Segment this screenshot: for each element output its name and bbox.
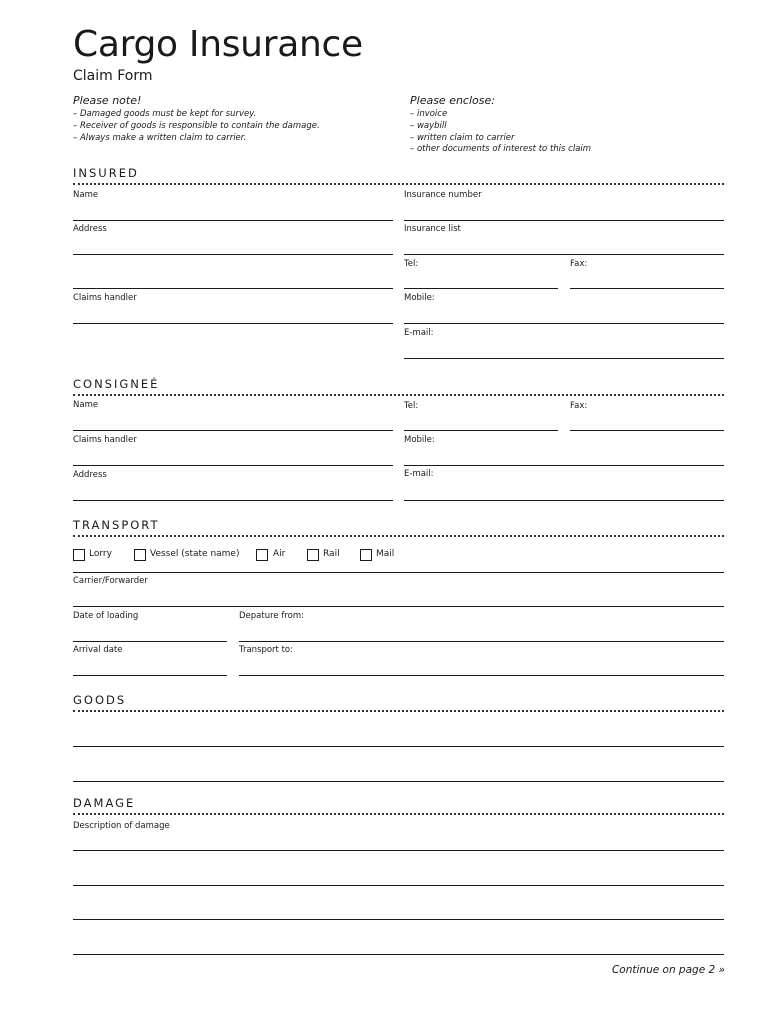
page-subtitle: Claim Form <box>73 68 153 84</box>
arrival-date-label: Arrival date <box>73 645 123 655</box>
air-checkbox[interactable] <box>256 549 268 561</box>
insured-mobile-label: Mobile: <box>404 293 435 303</box>
insured-tel-label: Tel: <box>404 259 419 269</box>
departure-from-field[interactable] <box>239 641 724 642</box>
consignee-address-label: Address <box>73 470 107 480</box>
section-title-insured: INSURED <box>73 166 139 180</box>
goods-field-2[interactable] <box>73 781 724 782</box>
carrier-label: Carrier/Forwarder <box>73 576 148 586</box>
transport-to-field[interactable] <box>239 675 724 676</box>
insured-mobile-field[interactable] <box>404 323 724 324</box>
section-title-damage: DAMAGE <box>73 796 136 810</box>
consignee-mobile-label: Mobile: <box>404 435 435 445</box>
consignee-tel-label: Tel: <box>404 401 419 411</box>
enclose-item: – written claim to carrier <box>410 133 515 143</box>
section-divider <box>73 394 724 396</box>
section-title-goods: GOODS <box>73 693 127 707</box>
insured-fax-field[interactable] <box>570 288 724 289</box>
departure-from-label: Depature from: <box>239 611 304 621</box>
insured-tel-field[interactable] <box>404 288 558 289</box>
transport-to-label: Transport to: <box>239 645 293 655</box>
consignee-address-field[interactable] <box>73 500 393 501</box>
note-heading: Please note! <box>73 94 142 107</box>
air-checkbox-label: Air <box>273 549 286 559</box>
section-divider <box>73 183 724 185</box>
goods-field-1[interactable] <box>73 746 724 747</box>
section-title-transport: TRANSPORT <box>73 518 160 532</box>
consignee-mobile-field[interactable] <box>404 465 724 466</box>
note-item: – Damaged goods must be kept for survey. <box>73 109 257 119</box>
consignee-name-label: Name <box>73 400 99 410</box>
insured-claims-handler-label: Claims handler <box>73 293 137 303</box>
insurance-number-field[interactable] <box>404 220 724 221</box>
consignee-name-field[interactable] <box>73 430 393 431</box>
rail-checkbox-label: Rail <box>323 549 340 559</box>
section-divider <box>73 813 724 815</box>
enclose-heading: Please enclose: <box>410 94 495 107</box>
enclose-item: – waybill <box>410 121 447 131</box>
transport-mode-field[interactable] <box>73 572 724 573</box>
consignee-email-label: E-mail: <box>404 469 434 479</box>
consignee-claims-handler-label: Claims handler <box>73 435 137 445</box>
vessel-checkbox-label: Vessel (state name) <box>150 549 240 559</box>
insured-email-field[interactable] <box>404 358 724 359</box>
insured-address-field-2[interactable] <box>73 288 393 289</box>
insured-email-label: E-mail: <box>404 328 434 338</box>
insured-address-field[interactable] <box>73 254 393 255</box>
section-divider <box>73 535 724 537</box>
damage-field-1[interactable] <box>73 850 724 851</box>
insurance-list-label: Insurance list <box>404 224 461 234</box>
consignee-claims-handler-field[interactable] <box>73 465 393 466</box>
consignee-tel-field[interactable] <box>404 430 558 431</box>
carrier-field[interactable] <box>73 606 724 607</box>
date-of-loading-field[interactable] <box>73 641 227 642</box>
date-of-loading-label: Date of loading <box>73 611 139 621</box>
consignee-email-field[interactable] <box>404 500 724 501</box>
mail-checkbox-label: Mail <box>376 549 395 559</box>
note-item: – Always make a written claim to carrier. <box>73 133 247 143</box>
insured-address-label: Address <box>73 224 107 234</box>
enclose-item: – invoice <box>410 109 448 119</box>
section-divider <box>73 710 724 712</box>
insurance-list-field[interactable] <box>404 254 724 255</box>
insured-name-field[interactable] <box>73 220 393 221</box>
lorry-checkbox-label: Lorry <box>89 549 112 559</box>
damage-field-4[interactable] <box>73 954 724 955</box>
vessel-checkbox[interactable] <box>134 549 146 561</box>
lorry-checkbox[interactable] <box>73 549 85 561</box>
section-title-consignee: CONSIGNEÉ <box>73 377 160 391</box>
insured-claims-handler-field[interactable] <box>73 323 393 324</box>
damage-field-2[interactable] <box>73 885 724 886</box>
consignee-fax-label: Fax: <box>570 401 588 411</box>
insurance-number-label: Insurance number <box>404 190 482 200</box>
damage-description-label: Description of damage <box>73 821 170 831</box>
damage-field-3[interactable] <box>73 919 724 920</box>
insured-name-label: Name <box>73 190 99 200</box>
consignee-fax-field[interactable] <box>570 430 724 431</box>
enclose-item: – other documents of interest to this claim <box>410 144 592 154</box>
insured-fax-label: Fax: <box>570 259 588 269</box>
mail-checkbox[interactable] <box>360 549 372 561</box>
rail-checkbox[interactable] <box>307 549 319 561</box>
page-title: Cargo Insurance <box>73 24 363 65</box>
continue-link[interactable]: Continue on page 2 » <box>611 964 725 976</box>
arrival-date-field[interactable] <box>73 675 227 676</box>
note-item: – Receiver of goods is responsible to contain the damage. <box>73 121 320 131</box>
